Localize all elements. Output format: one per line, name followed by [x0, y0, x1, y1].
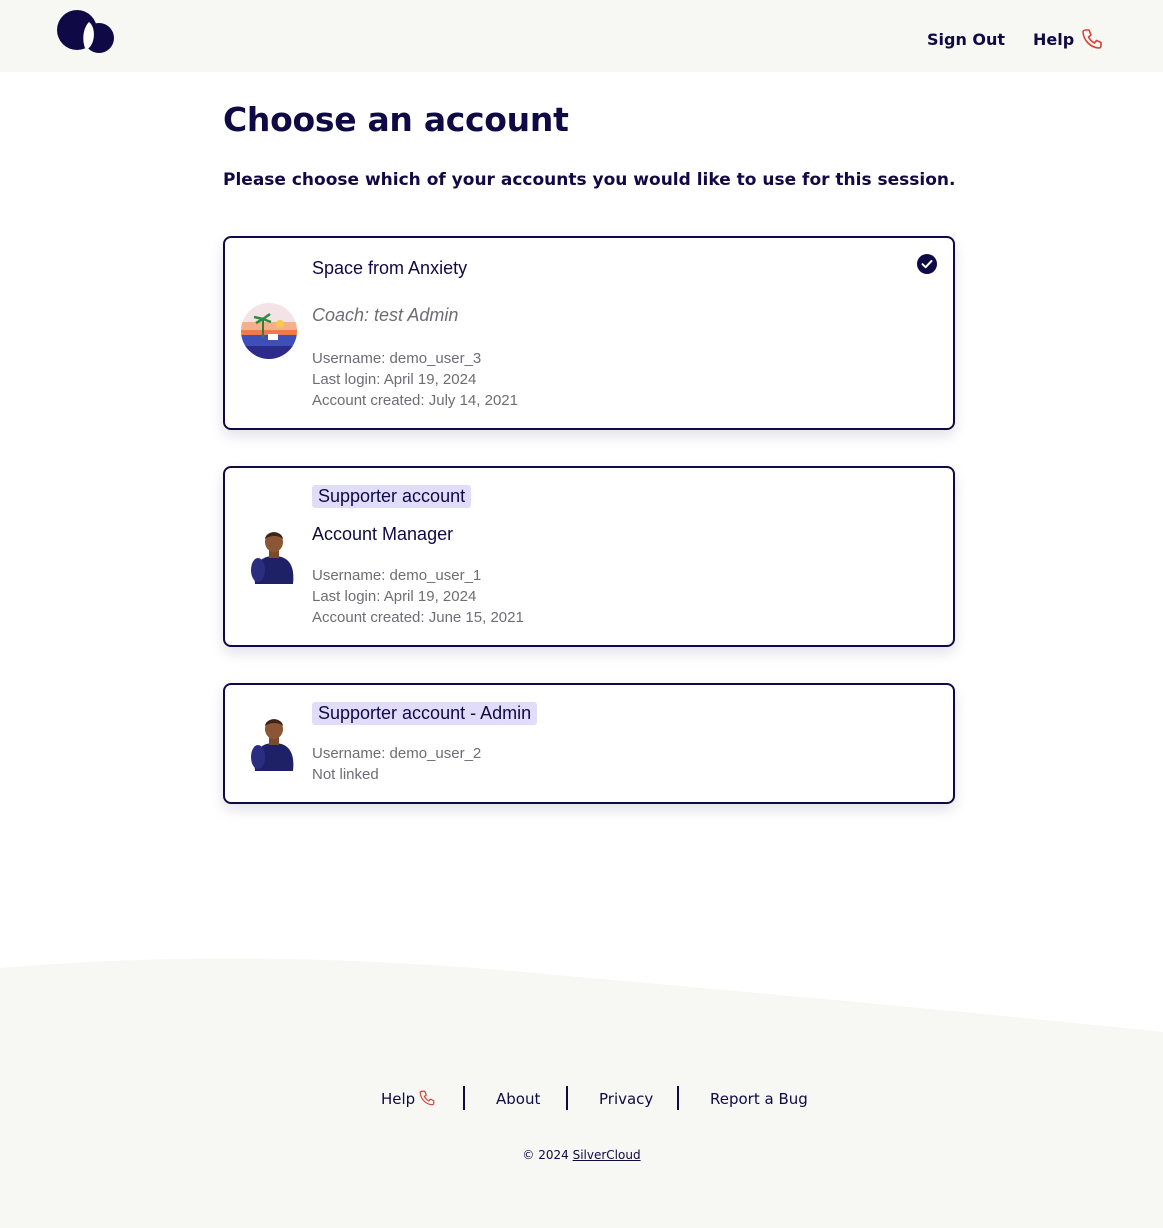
account-created: Account created: July 14, 2021 — [312, 392, 518, 409]
account-card-space-from-anxiety[interactable] — [223, 236, 955, 430]
supporter-avatar-icon — [245, 526, 303, 584]
checkmark-circle-icon — [917, 254, 937, 274]
page-subtitle: Please choose which of your accounts you would like to use for this session. — [223, 170, 956, 190]
last-login: Last login: April 19, 2024 — [312, 371, 477, 388]
footer-privacy-link[interactable]: Privacy — [599, 1090, 654, 1108]
phone-icon[interactable] — [418, 1089, 436, 1107]
beach-sunset-avatar-icon — [240, 302, 298, 360]
account-card-supporter[interactable] — [223, 466, 955, 647]
phone-icon[interactable] — [1080, 27, 1104, 51]
page-title: Choose an account — [223, 100, 569, 139]
footer-divider — [463, 1086, 465, 1110]
footer-divider — [566, 1086, 568, 1110]
copyright-prefix: © 2024 — [522, 1148, 573, 1162]
footer-divider — [677, 1086, 679, 1110]
username: Username: demo_user_3 — [312, 350, 482, 367]
role-name: Account Manager — [312, 524, 454, 544]
account-created: Account created: June 15, 2021 — [312, 609, 524, 626]
footer-help-link[interactable]: Help — [381, 1090, 416, 1108]
supporter-account-badge: Supporter account — [312, 485, 471, 508]
silvercloud-logo-icon[interactable] — [56, 9, 116, 53]
footer-wave-background — [0, 940, 1163, 1228]
link-status: Not linked — [312, 766, 379, 783]
footer-report-bug-link[interactable]: Report a Bug — [710, 1090, 808, 1108]
supporter-admin-badge: Supporter account - Admin — [312, 702, 537, 725]
account-card-supporter-admin[interactable] — [223, 683, 955, 804]
last-login: Last login: April 19, 2024 — [312, 588, 477, 605]
username: Username: demo_user_2 — [312, 745, 482, 762]
username: Username: demo_user_1 — [312, 567, 482, 584]
coach-name: Coach: test Admin — [312, 305, 459, 325]
copyright — [0, 1148, 1163, 1162]
footer-about-link[interactable]: About — [496, 1090, 541, 1108]
product-name: Space from Anxiety — [312, 258, 468, 278]
help-link[interactable]: Help — [1033, 30, 1075, 49]
supporter-avatar-icon — [245, 713, 303, 771]
top-header — [0, 0, 1163, 72]
sign-out-link[interactable]: Sign Out — [927, 30, 1006, 49]
silvercloud-link[interactable]: SilverCloud — [572, 1148, 641, 1162]
